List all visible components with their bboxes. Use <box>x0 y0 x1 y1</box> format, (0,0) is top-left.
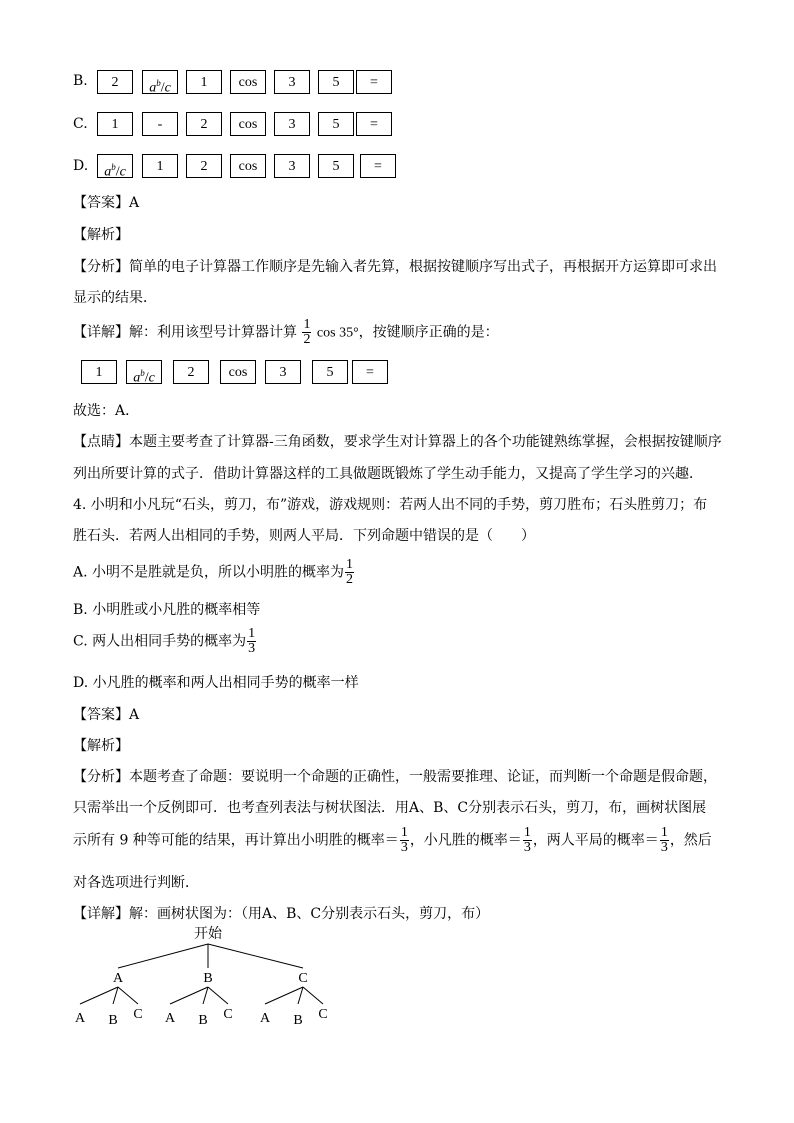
answer-2: 【答案】A <box>73 707 140 723</box>
analysis-text-1a: 【分析】简单的电子计算器工作顺序是先输入者先算，根据按键顺序写出式子，再根据开方运算即可求出 <box>73 259 717 275</box>
tree-edge <box>208 987 228 1004</box>
calc-key: 2 <box>186 154 222 178</box>
calc-key: $a^b/c$ <box>126 360 162 384</box>
detail-1 <box>73 318 499 347</box>
tree-edge <box>208 944 303 968</box>
fraction-half: $\frac{1}{2}$ <box>303 317 311 347</box>
tree-node-level2: A <box>74 1011 86 1026</box>
q4-option-d: D. 小凡胜的概率和两人出相同手势的概率一样 <box>73 675 359 691</box>
calc-key: = <box>356 70 392 94</box>
calc-key: $a^b/c$ <box>142 70 178 94</box>
calc-key: 3 <box>274 112 310 136</box>
calc-key: cos <box>220 360 256 384</box>
analysis-heading-2: 【解析】 <box>73 738 129 754</box>
detail-1-prefix: 【详解】解：利用该型号计算器计算 <box>73 324 297 341</box>
fraction-3a: $\frac{1}{3}$ <box>400 825 408 855</box>
tree-node-level2: B <box>293 1013 303 1028</box>
analysis-text-2a: 【分析】本题考查了命题：要说明一个命题的正确性，一般需要推理、论证，而判断一个命题是假命题， <box>73 769 717 785</box>
tree-node-level2: A <box>259 1011 271 1026</box>
calc-key: = <box>360 154 396 178</box>
tree-node-level1: C <box>298 971 308 986</box>
calc-key: - <box>142 112 178 136</box>
q4-option-a: A. 小明不是胜就是负，所以小明胜的概率为 $\frac{1}{2}$ <box>73 557 354 587</box>
tree-edge <box>80 987 118 1004</box>
q4-option-c: C. 两人出相同手势的概率为 $\frac{1}{3}$ <box>73 626 256 656</box>
calc-key: 2 <box>97 70 133 94</box>
tree-node-level2: C <box>223 1007 233 1022</box>
tree-node-level2: C <box>133 1007 143 1022</box>
cos-expression: cos 35° <box>316 325 359 341</box>
fraction-3b: $\frac{1}{3}$ <box>523 825 531 855</box>
detail-1-suffix: ，按键顺序正确的是： <box>358 324 499 341</box>
analysis-text-2c: 示所有 9 种等可能的结果，再计算出小明胜的概率＝ $\frac{1}{3}$ ，小凡胜的概率＝ $\frac{1}{3}$ ，两人平局的概率＝ $\frac{1}{3}$ ，然后 <box>73 825 712 855</box>
fraction-a: $\frac{1}{2}$ <box>346 557 354 587</box>
calc-key: 5 <box>318 70 354 94</box>
fraction-c: $\frac{1}{3}$ <box>248 626 256 656</box>
calc-key: 2 <box>186 112 222 136</box>
analysis-text-2b: 只需举出一个反例即可．也考查列表法与树状图法．用A、B、C分别表示石头，剪刀，布，画树状图展 <box>73 800 707 816</box>
tree-edge <box>203 987 208 1004</box>
tree-node-level1: B <box>203 971 213 986</box>
calc-key: 5 <box>318 112 354 136</box>
option-d-label: D. <box>73 158 89 174</box>
conclusion-1: 故选：A． <box>73 403 140 419</box>
analysis-text-2d: 对各选项进行判断． <box>73 875 199 891</box>
calc-key: 5 <box>318 154 354 178</box>
tree-node-level2: B <box>108 1013 118 1028</box>
detail-2: 【详解】解：画树状图为：（用A、B、C分别表示石头，剪刀，布） <box>73 906 490 922</box>
tree-edge <box>118 987 138 1004</box>
tree-node-level2: A <box>164 1011 176 1026</box>
calc-key: $a^b/c$ <box>97 154 133 178</box>
tree-node-level2: B <box>198 1013 208 1028</box>
remark-1b: 列出所要计算的式子．借助计算器这样的工具做题既锻炼了学生动手能力，又提高了学生学习的兴趣． <box>73 466 703 482</box>
fraction-3c: $\frac{1}{3}$ <box>660 825 668 855</box>
calc-key: 3 <box>274 70 310 94</box>
calc-key: 3 <box>274 154 310 178</box>
question-4a: 4. 小明和小凡玩“石头，剪刀，布”游戏，游戏规则：若两人出不同的手势，剪刀胜布；石头胜剪刀；布 <box>73 497 708 513</box>
option-c-label: C. <box>73 116 88 132</box>
tree-edge <box>170 987 208 1004</box>
calc-key: = <box>352 360 388 384</box>
calc-key: 3 <box>265 360 301 384</box>
calc-key: cos <box>230 70 266 94</box>
calc-key: 2 <box>173 360 209 384</box>
tree-edge <box>265 987 303 1004</box>
tree-edge <box>118 944 208 968</box>
tree-edge <box>113 987 118 1004</box>
tree-node-level2: C <box>318 1007 328 1022</box>
calc-key: 1 <box>186 70 222 94</box>
q4-option-b: B. 小明胜或小凡胜的概率相等 <box>73 602 261 618</box>
option-b-label: B. <box>73 73 88 89</box>
calc-key: = <box>356 112 392 136</box>
analysis-heading-1: 【解析】 <box>73 227 129 243</box>
tree-node-level1: A <box>112 971 124 986</box>
calc-key: cos <box>230 112 266 136</box>
tree-root: 开始 <box>194 927 222 942</box>
tree-edge <box>303 987 323 1004</box>
question-4b: 胜石头．若两人出相同的手势，则两人平局．下列命题中错误的是（ ） <box>73 528 535 544</box>
calc-key: 1 <box>142 154 178 178</box>
tree-edge <box>298 987 303 1004</box>
answer-1: 【答案】A <box>73 195 140 211</box>
calc-key: 1 <box>97 112 133 136</box>
calc-key: 5 <box>312 360 348 384</box>
calc-key: cos <box>230 154 266 178</box>
calc-key: 1 <box>81 360 117 384</box>
analysis-text-1b: 显示的结果． <box>73 290 157 306</box>
remark-1a: 【点睛】本题主要考查了计算器-三角函数，要求学生对计算器上的各个功能键熟练掌握，会根据按键顺序 <box>73 434 722 450</box>
